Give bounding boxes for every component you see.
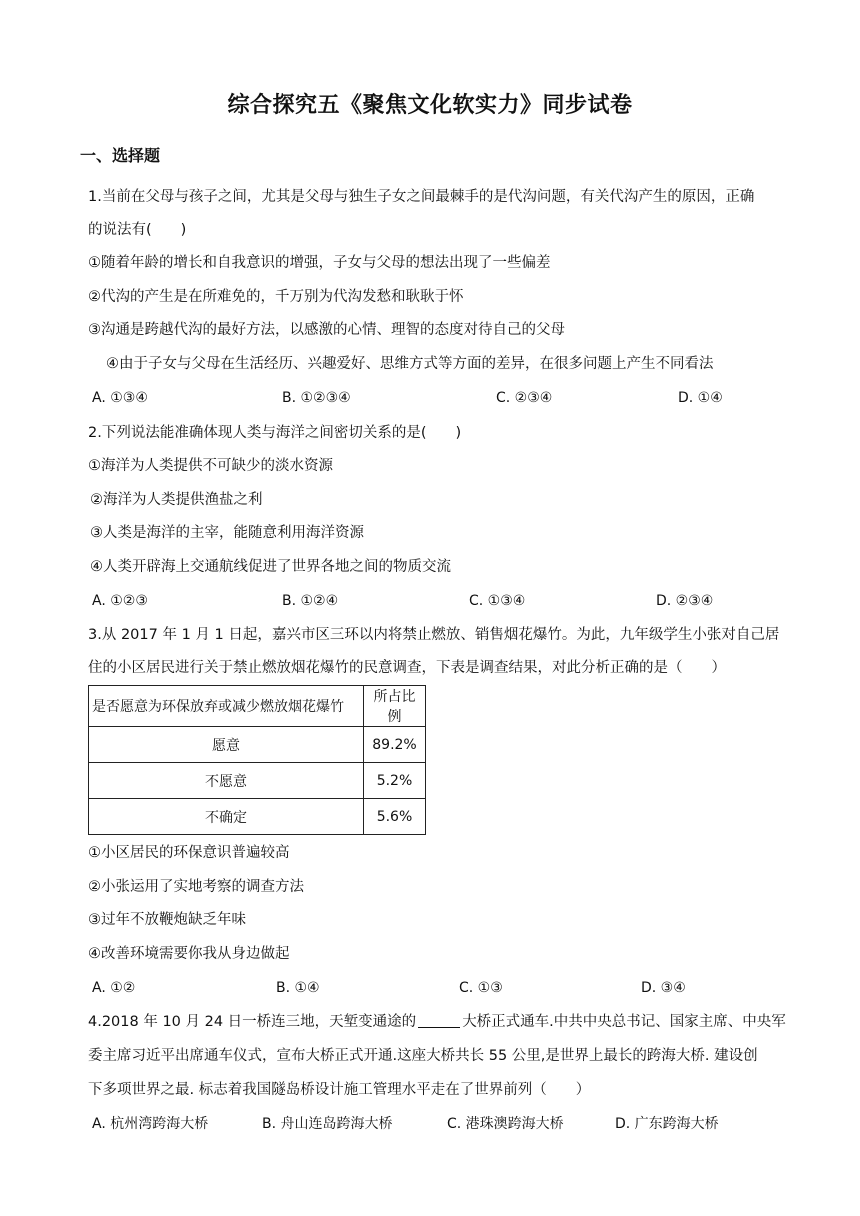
q3-stem-line2: 住的小区居民进行关于禁止燃放烟花爆竹的民意调查，下表是调查结果，对此分析正确的是（ ）	[88, 660, 726, 676]
q3-stem-line1: 3.从 2017 年 1 月 1 日起，嘉兴市区三环以内将禁止燃放、销售烟花爆竹。为此，九年级学生小张对自己居	[88, 627, 780, 643]
q2-item-4: ④人类开辟海上交通航线促进了世界各地之间的物质交流	[90, 559, 451, 575]
q2-option-d[interactable]: D. ②③④	[656, 593, 714, 609]
q1-option-b[interactable]: B. ①②③④	[282, 390, 351, 406]
table-header-ratio: 所占比例	[364, 686, 426, 727]
q2-item-2: ②海洋为人类提供渔盐之利	[90, 492, 263, 508]
q4-option-c[interactable]: C. 港珠澳跨海大桥	[447, 1116, 564, 1132]
table-cell-answer: 不愿意	[89, 763, 364, 799]
q2-stem: 2.下列说法能准确体现人类与海洋之间密切关系的是( )	[88, 425, 462, 441]
q1-option-a[interactable]: A. ①③④	[92, 390, 148, 406]
q3-item-4: ④改善环境需要你我从身边做起	[88, 946, 290, 962]
q4-stem-part1: 4.2018 年 10 月 24 日一桥连三地，天堑变通途的	[88, 1014, 417, 1030]
table-cell-ratio: 89.2%	[364, 727, 426, 763]
q2-option-a[interactable]: A. ①②③	[92, 593, 148, 609]
q4-stem-line3: 下多项世界之最. 标志着我国隧岛桥设计施工管理水平走在了世界前列（ ）	[88, 1082, 591, 1098]
table-cell-answer: 愿意	[89, 727, 364, 763]
q1-item-1: ①随着年龄的增长和自我意识的增强，子女与父母的想法出现了一些偏差	[88, 255, 551, 271]
q2-item-1: ①海洋为人类提供不可缺少的淡水资源	[88, 458, 333, 474]
q3-option-c[interactable]: C. ①③	[459, 980, 503, 996]
q3-item-3: ③过年不放鞭炮缺乏年味	[88, 912, 246, 928]
q2-item-3: ③人类是海洋的主宰，能随意利用海洋资源	[90, 525, 364, 541]
table-cell-ratio: 5.6%	[364, 799, 426, 835]
q2-option-b[interactable]: B. ①②④	[282, 593, 339, 609]
q1-item-4: ④由于子女与父母在生活经历、兴趣爱好、思维方式等方面的差异，在很多问题上产生不同看法	[106, 356, 714, 372]
q3-item-1: ①小区居民的环保意识普遍较高	[88, 845, 290, 861]
q4-stem-part2: 大桥正式通车.中共中央总书记、国家主席、中央军	[462, 1014, 786, 1030]
q3-option-d[interactable]: D. ③④	[641, 980, 686, 996]
answer-blank	[418, 1013, 460, 1028]
q1-option-d[interactable]: D. ①④	[678, 390, 723, 406]
table-header-question: 是否愿意为环保放弃或减少燃放烟花爆竹	[89, 686, 364, 727]
table-row	[89, 799, 426, 835]
q1-option-c[interactable]: C. ②③④	[496, 390, 553, 406]
q2-option-c[interactable]: C. ①③④	[469, 593, 526, 609]
q1-stem-line2: 的说法有( )	[88, 222, 187, 238]
q1-item-2: ②代沟的产生是在所难免的，千万别为代沟发愁和耿耿于怀	[88, 289, 464, 305]
q4-option-a[interactable]: A. 杭州湾跨海大桥	[92, 1116, 209, 1132]
table-cell-answer: 不确定	[89, 799, 364, 835]
q1-stem-line1: 1.当前在父母与孩子之间，尤其是父母与独生子女之间最棘手的是代沟问题，有关代沟产生的原因，正确	[88, 189, 755, 205]
table-row	[89, 727, 426, 763]
survey-table	[88, 685, 426, 835]
table-cell-ratio: 5.2%	[364, 763, 426, 799]
q4-stem-line2: 委主席习近平出席通车仪式，宣布大桥正式开通.这座大桥共长 55 公里,是世界上最长的跨海大桥. 建设创	[88, 1048, 758, 1064]
section-heading: 一、选择题	[80, 146, 161, 165]
q4-stem-line1	[88, 1012, 786, 1032]
q1-item-3: ③沟通是跨越代沟的最好方法，以感激的心情、理智的态度对待自己的父母	[88, 322, 565, 338]
table-header-row	[89, 686, 426, 727]
q4-option-d[interactable]: D. 广东跨海大桥	[615, 1116, 719, 1132]
q3-item-2: ②小张运用了实地考察的调查方法	[88, 879, 304, 895]
table-row	[89, 763, 426, 799]
page-title: 综合探究五《聚焦文化软实力》同步试卷	[227, 93, 633, 118]
q3-option-a[interactable]: A. ①②	[92, 980, 136, 996]
q4-option-b[interactable]: B. 舟山连岛跨海大桥	[262, 1116, 393, 1132]
q3-option-b[interactable]: B. ①④	[276, 980, 320, 996]
